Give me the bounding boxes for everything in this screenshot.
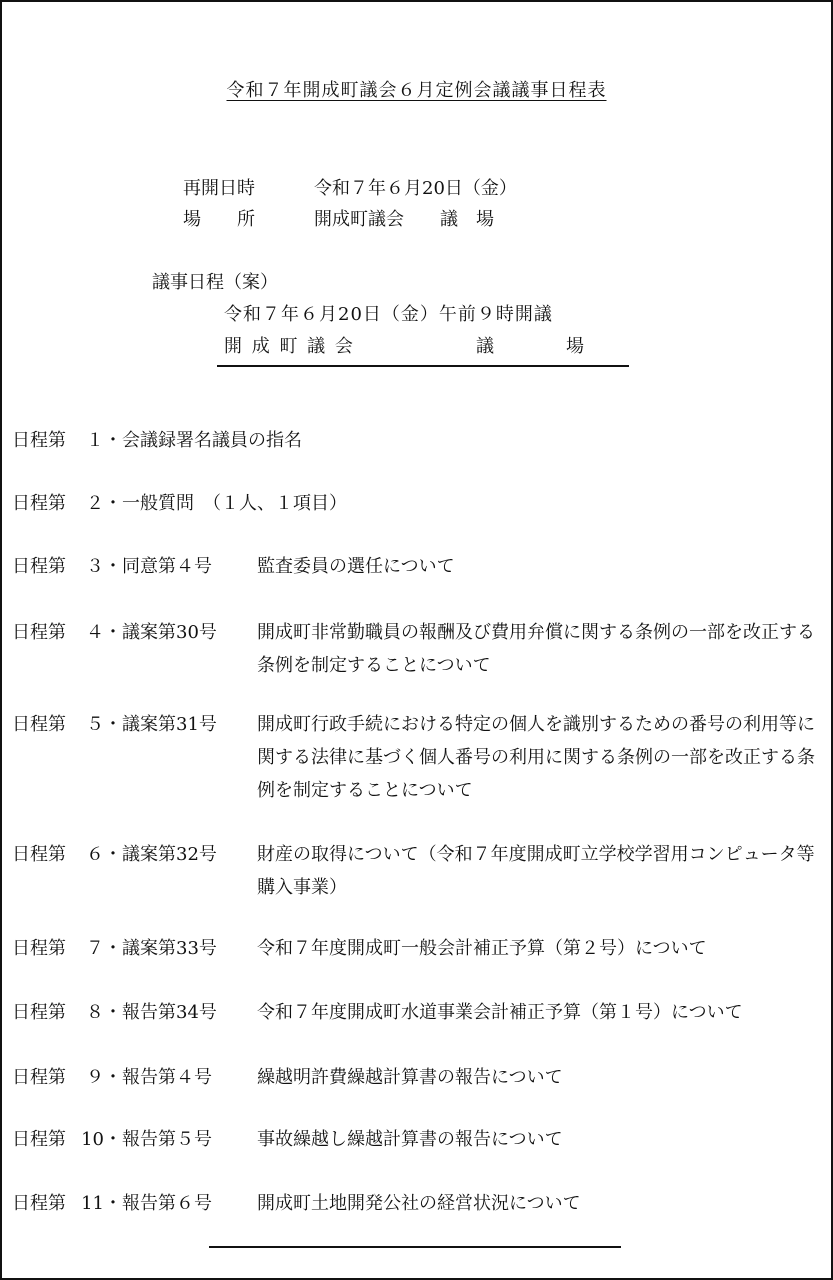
item-type: 議案第31号	[122, 714, 217, 735]
item-number: ６・	[86, 844, 122, 865]
item-number: 10・	[81, 1129, 122, 1150]
item-text: 令和７年度開成町水道事業会計補正予算（第１号）について	[257, 1002, 743, 1023]
item-type: 報告第34号	[122, 1002, 217, 1023]
item-text: 事故繰越し繰越計算書の報告について	[257, 1129, 563, 1150]
item-prefix: 日程第	[12, 938, 66, 959]
agenda-underline	[217, 365, 629, 367]
item-text: 開成町非常勤職員の報酬及び費用弁償に関する条例の一部を改正する条例を制定することについて	[257, 622, 815, 676]
item-number: ３・	[86, 556, 122, 577]
item-number: ９・	[86, 1067, 122, 1088]
item-type: 報告第５号	[122, 1129, 212, 1150]
item-prefix: 日程第	[12, 1002, 66, 1023]
item-text: 開成町行政手続における特定の個人を識別するための番号の利用等に関する法律に基づく個人番号の利用に関する条例の一部を改正する条例を制定することについて	[257, 714, 815, 801]
item-type: 報告第４号	[122, 1067, 212, 1088]
item-type: 会議録署名議員の指名	[122, 430, 302, 451]
item-type: 議案第33号	[122, 938, 217, 959]
meeting-place-label: 場 所	[183, 209, 255, 230]
item-text: 開成町土地開発公社の経営状況について	[257, 1193, 581, 1214]
item-prefix: 日程第	[12, 844, 66, 865]
item-type: 議案第30号	[122, 622, 217, 643]
item-prefix: 日程第	[12, 1129, 66, 1150]
meeting-date-value: 令和７年６月20日（金）	[314, 178, 517, 199]
item-number: １・	[86, 430, 122, 451]
meeting-place-value: 開成町議会 議 場	[314, 209, 494, 230]
agenda-heading: 議事日程（案）	[152, 272, 278, 293]
item-prefix: 日程第	[12, 430, 66, 451]
page-title: 令和７年開成町議会６月定例会議議事日程表	[226, 80, 607, 101]
item-type: 報告第６号	[122, 1193, 212, 1214]
item-prefix: 日程第	[12, 714, 66, 735]
item-prefix: 日程第	[12, 493, 66, 514]
agenda-place-right: 議 場	[476, 336, 584, 357]
item-type: 同意第４号	[122, 556, 212, 577]
bottom-rule	[209, 1246, 621, 1248]
item-prefix: 日程第	[12, 1067, 66, 1088]
item-type: 一般質問 （１人、１項目）	[122, 493, 347, 514]
item-number: ５・	[86, 714, 122, 735]
item-text: 繰越明許費繰越計算書の報告について	[257, 1067, 563, 1088]
item-text: 監査委員の選任について	[257, 556, 455, 577]
item-number: ８・	[86, 1002, 122, 1023]
item-prefix: 日程第	[12, 622, 66, 643]
item-number: 11・	[81, 1193, 122, 1214]
item-number: ４・	[86, 622, 122, 643]
item-number: ２・	[86, 493, 122, 514]
item-number: ７・	[86, 938, 122, 959]
item-text: 財産の取得について（令和７年度開成町立学校学習用コンピュータ等購入事業）	[257, 844, 815, 898]
item-prefix: 日程第	[12, 556, 66, 577]
item-type: 議案第32号	[122, 844, 217, 865]
meeting-date-label: 再開日時	[183, 178, 255, 199]
agenda-place-left: 開 成 町 議 会	[224, 336, 355, 357]
agenda-datetime: 令和７年６月20日（金）午前９時開議	[224, 304, 553, 325]
item-prefix: 日程第	[12, 1193, 66, 1214]
item-text: 令和７年度開成町一般会計補正予算（第２号）について	[257, 938, 707, 959]
